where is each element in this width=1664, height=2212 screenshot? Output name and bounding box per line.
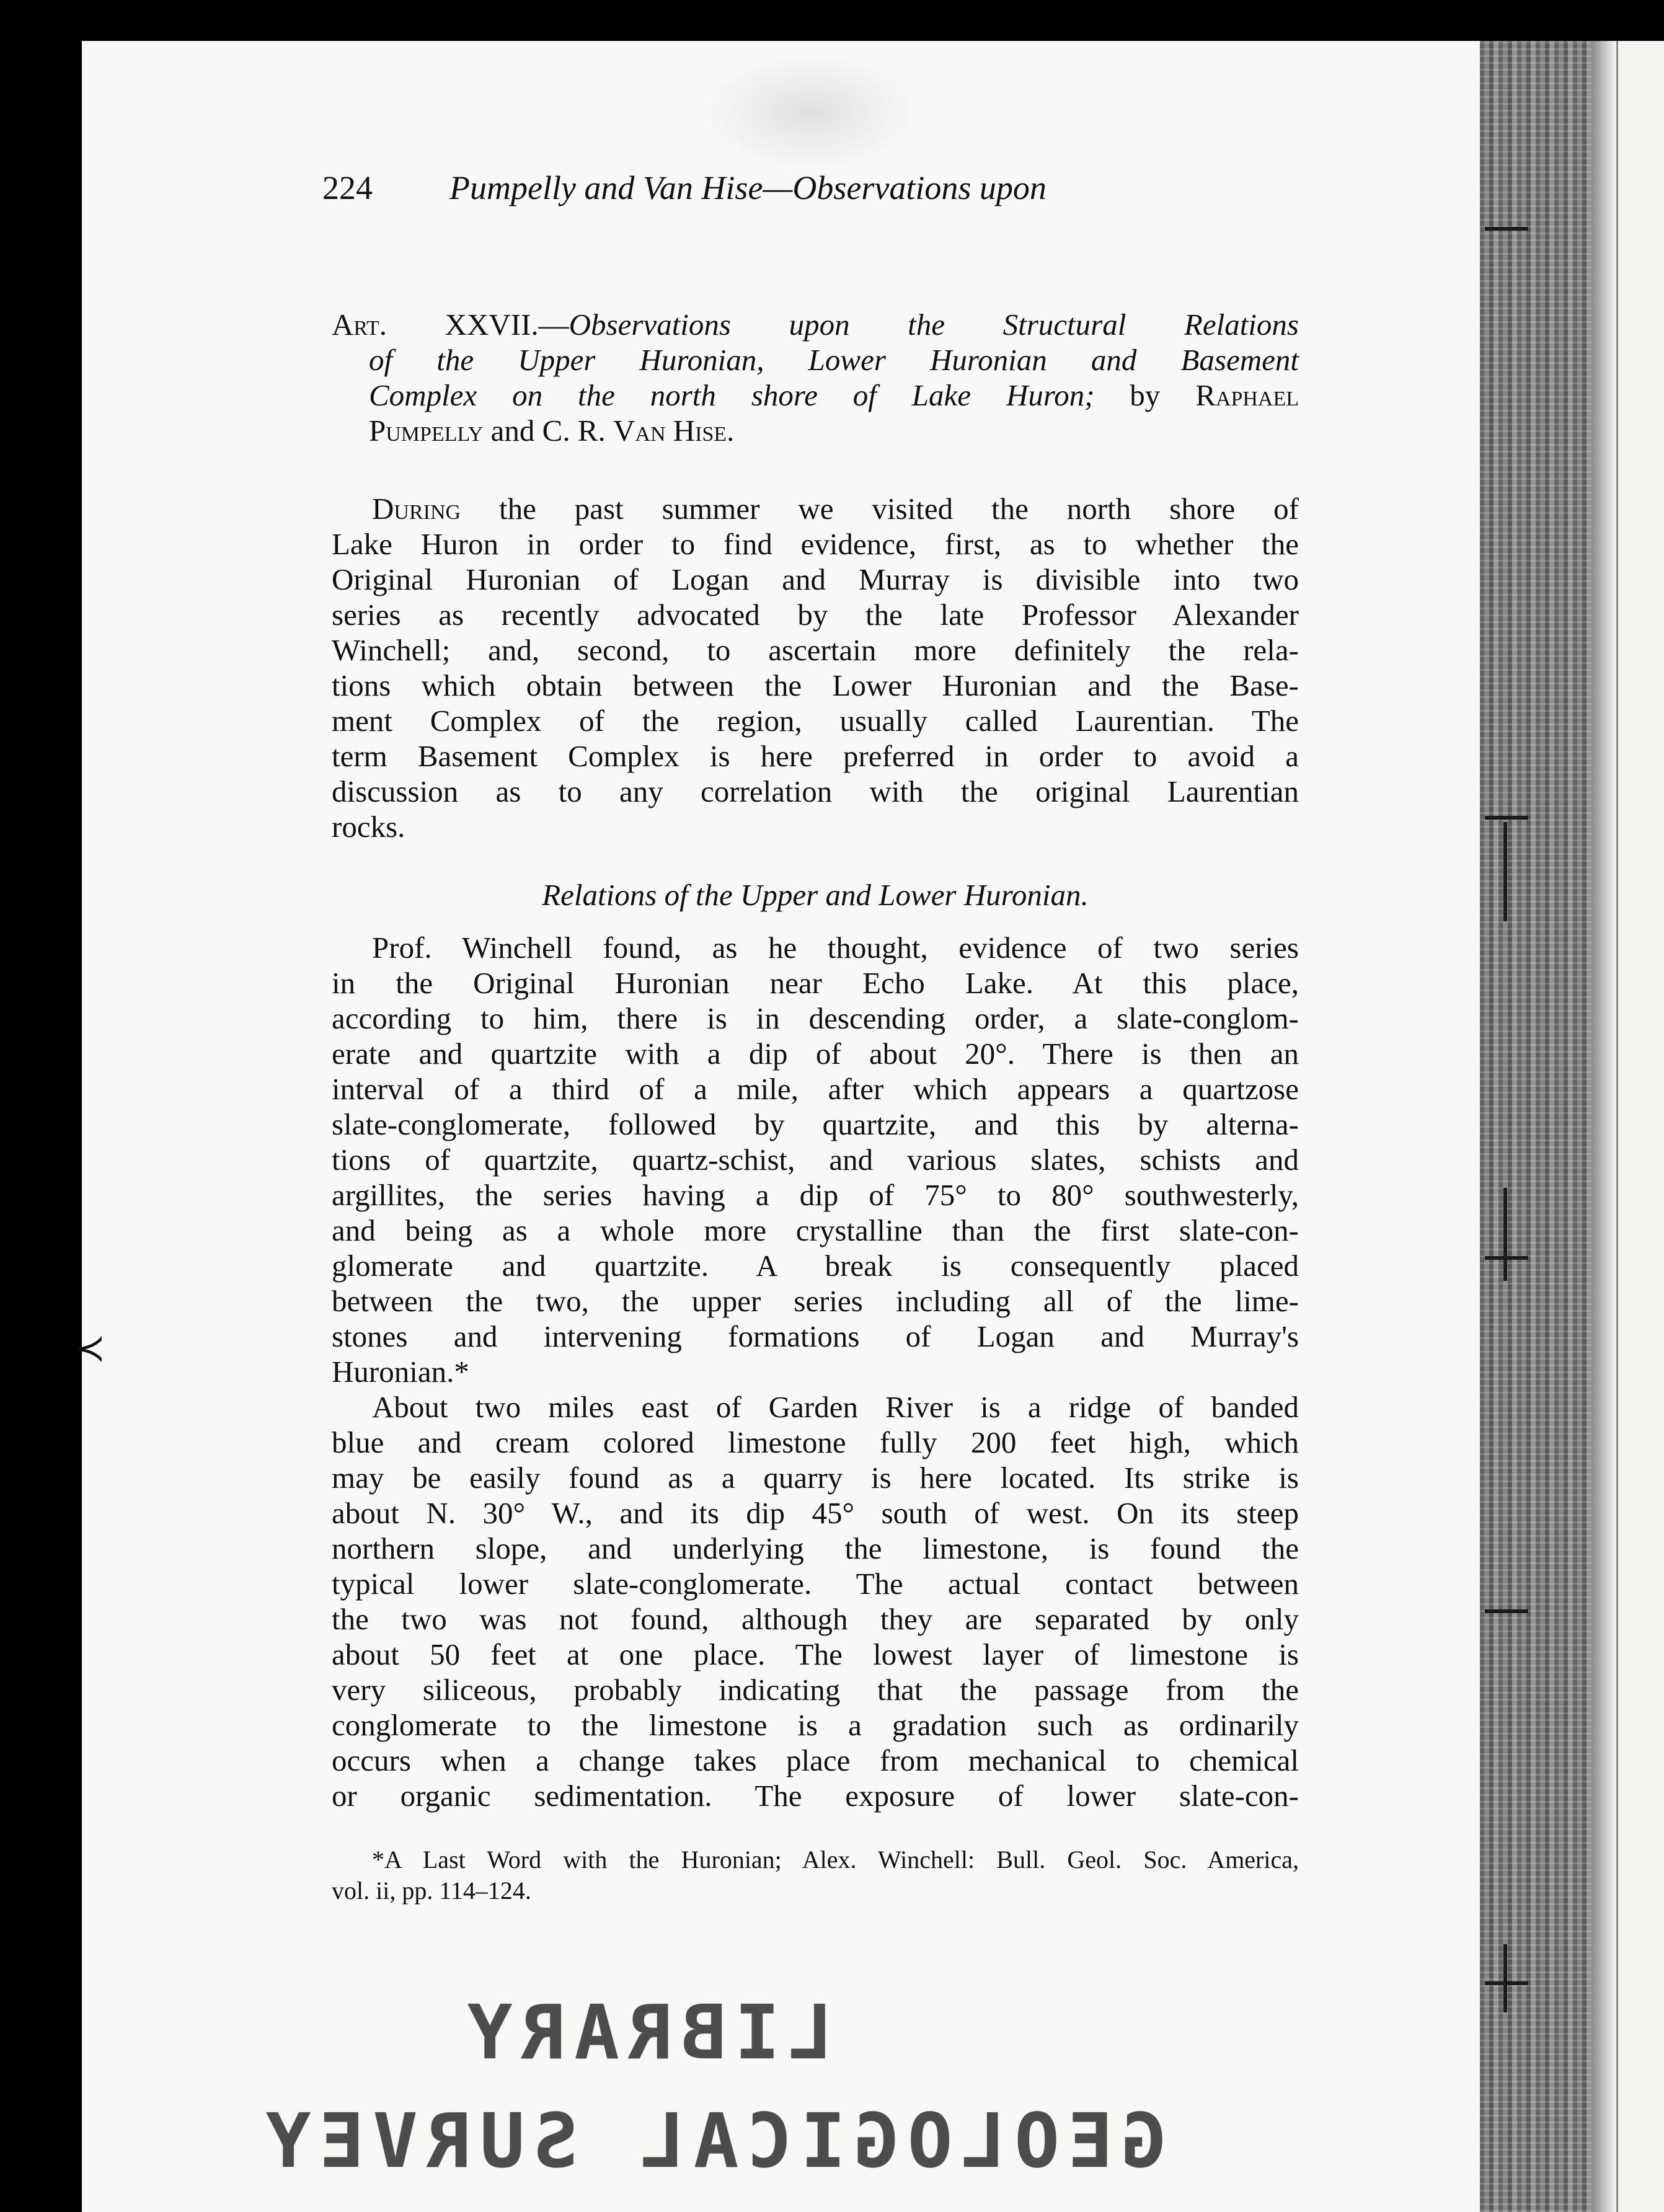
text-line: or organic sedimentation. The exposure of lower slate-con- — [332, 1779, 1299, 1813]
text-line: northern slope, and underlying the limestone, is found the — [332, 1531, 1299, 1565]
text-line: between the two, the upper series including all of the lime- — [332, 1284, 1299, 1318]
text-line: ment Complex of the region, usually called Laurentian. The — [332, 704, 1299, 738]
title-fragment: by — [1094, 378, 1196, 412]
text-line: glomerate and quartzite. A break is consequently placed — [332, 1249, 1299, 1283]
footnote-line: vol. ii, pp. 114–124. — [332, 1877, 531, 1905]
binding-stitch — [1503, 822, 1507, 921]
text-line: and being as a whole more crystalline than the first slate-con- — [332, 1213, 1299, 1247]
binding-gutter — [1480, 41, 1591, 2212]
text-line: About two miles east of Garden River is a ridge of banded — [372, 1390, 1299, 1424]
text-line: blue and cream colored limestone fully 200 feet high, which — [332, 1425, 1299, 1459]
text-line: tions which obtain between the Lower Huronian and the Base- — [332, 668, 1299, 702]
section-heading: Relations of the Upper and Lower Huronian. — [542, 878, 1089, 912]
scanned-page — [82, 41, 1664, 2212]
text-line: Lake Huron in order to find evidence, first, as to whether the — [332, 527, 1299, 561]
binding-stitch-bar — [1485, 1256, 1528, 1260]
text-line: interval of a third of a mile, after which appears a quartzose — [332, 1072, 1299, 1106]
binding-stitch — [1503, 1944, 1507, 2012]
title-fragment: Observations upon the Structural Relations — [569, 307, 1299, 342]
title-fragment: XXVII.— — [387, 307, 569, 342]
text-line: the past summer we visited the north shore of — [461, 492, 1299, 526]
footnote-line: *A Last Word with the Huronian; Alex. Winchell: Bull. Geol. Soc. America, — [372, 1846, 1299, 1874]
text-line: Huronian.* — [332, 1355, 469, 1389]
title-line — [332, 413, 1299, 448]
text-line: Original Huronian of Logan and Murray is divisible into two — [332, 562, 1299, 596]
facing-page-edge — [1616, 41, 1664, 2212]
title-line — [332, 307, 1299, 342]
text-line: in the Original Huronian near Echo Lake. At this place, — [332, 966, 1299, 1000]
text-line: argillites, the series having a dip of 75° to 80° southwesterly, — [332, 1178, 1299, 1212]
title-fragment: . — [727, 414, 735, 448]
title-fragment: Raphael — [1195, 378, 1299, 412]
title-fragment: Art. — [332, 307, 387, 342]
paragraph-introduction — [332, 491, 1299, 844]
binding-stitch-bar — [1485, 1981, 1528, 1985]
title-line — [332, 342, 1299, 378]
text-line: the two was not found, although they are separated by only — [332, 1602, 1299, 1636]
text-line: very siliceous, probably indicating that the passage from the — [332, 1673, 1299, 1707]
text-line: term Basement Complex is here preferred in order to avoid a — [332, 739, 1299, 773]
text-line: stones and intervening formations of Logan and Murray's — [332, 1319, 1299, 1353]
text-line: series as recently advocated by the late Professor Alexander — [332, 598, 1299, 632]
text-line: according to him, there is in descending order, a slate-conglom- — [332, 1001, 1299, 1035]
margin-arrow-icon: ≺ — [74, 1328, 106, 1369]
binding-stitch-bar — [1485, 227, 1528, 231]
page-header — [322, 166, 1178, 210]
gutter-shadow — [1591, 41, 1616, 2212]
text-line: may be easily found as a quarry is here located. Its strike is — [332, 1461, 1299, 1495]
text-line: erate and quartzite with a dip of about 20°. There is then an — [332, 1037, 1299, 1071]
title-fragment: and C. R. — [483, 414, 614, 448]
title-fragment: Pumpelly — [369, 414, 484, 448]
title-fragment: of the Upper Huronian, Lower Huronian and Basement — [369, 343, 1299, 377]
title-line — [332, 378, 1299, 413]
text-line: discussion as to any correlation with the original Laurentian — [332, 774, 1299, 808]
text-line: rocks. — [332, 810, 405, 844]
text-line: conglomerate to the limestone is a gradation such as ordinarily — [332, 1708, 1299, 1742]
binding-stitch-bar — [1485, 1609, 1528, 1613]
text-line: occurs when a change takes place from mechanical to chemical — [332, 1743, 1299, 1777]
article-title — [332, 307, 1299, 448]
footnote — [332, 1844, 1299, 1906]
library-stamp-line1: LIBRARY — [459, 1990, 833, 2076]
running-head: Pumpelly and Van Hise—Observations upon — [449, 169, 1047, 206]
binding-stitch — [1503, 1188, 1507, 1281]
page-number: 224 — [322, 169, 373, 206]
title-fragment: Complex on the north shore of Lake Huron; — [369, 378, 1095, 412]
text-line: tions of quartzite, quartz-schist, and various slates, schists and — [332, 1143, 1299, 1177]
title-fragment: Van Hise — [613, 414, 727, 448]
paragraph-winchell — [332, 930, 1299, 1813]
ink-smudge — [711, 60, 909, 165]
text-line: Prof. Winchell found, as he thought, evidence of two series — [372, 931, 1299, 965]
text-line: typical lower slate-conglomerate. The actual contact between — [332, 1567, 1299, 1601]
drop-word: During — [372, 492, 461, 526]
text-line: about N. 30° W., and its dip 45° south of west. On its steep — [332, 1496, 1299, 1530]
binding-stitch-bar — [1485, 816, 1528, 820]
library-stamp-line2: GEOLOGICAL SURVEY — [257, 2099, 1167, 2185]
text-line: about 50 feet at one place. The lowest layer of limestone is — [332, 1637, 1299, 1671]
paragraph-first-line — [332, 491, 1299, 526]
text-line: slate-conglomerate, followed by quartzite, and this by alterna- — [332, 1107, 1299, 1141]
text-line: Winchell; and, second, to ascertain more definitely the rela- — [332, 633, 1299, 667]
